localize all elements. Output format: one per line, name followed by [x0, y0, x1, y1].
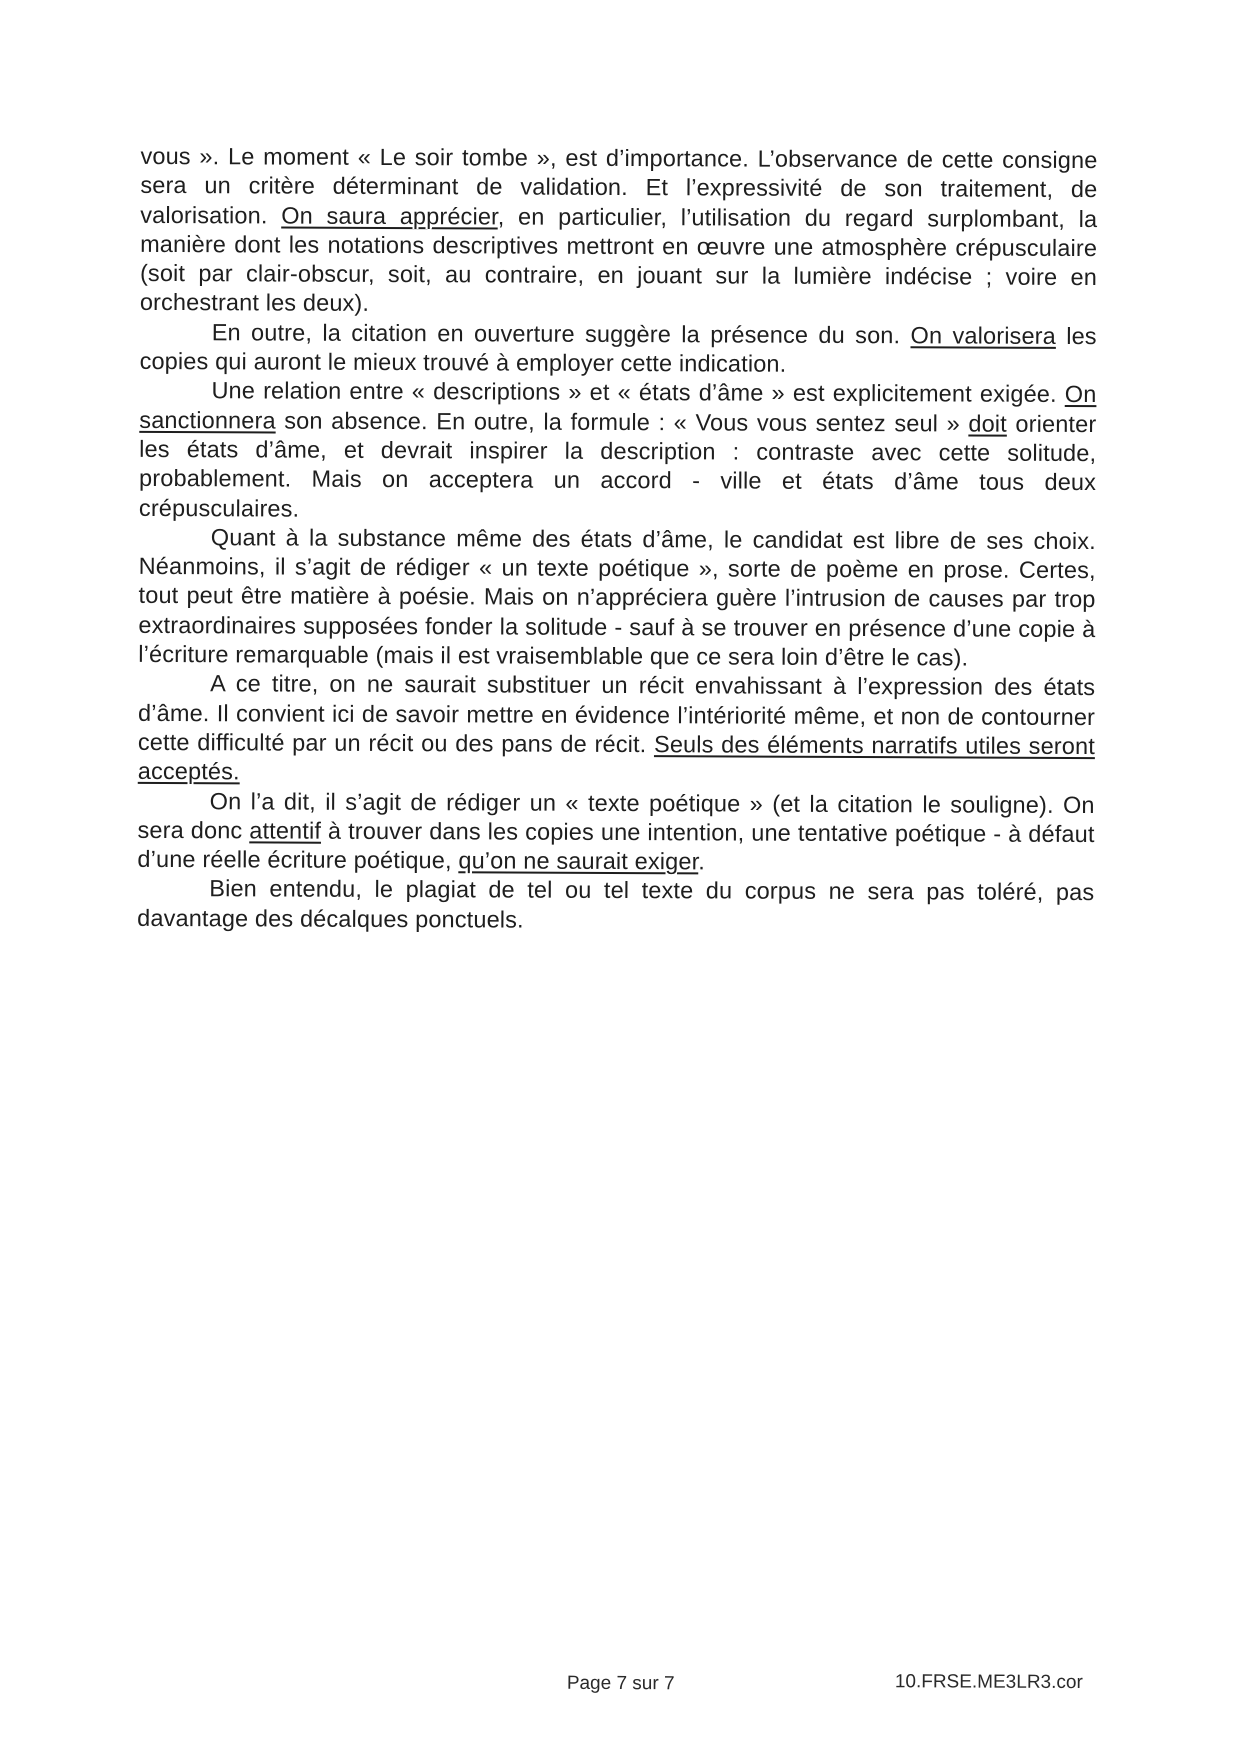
document-body: [137, 142, 1097, 937]
text-run: orienter les états d’âme, et devrait inspirer la description : contraste avec cette solitude, probablement. Mais on acceptera un accord - ville et états d’âme tous deux crépusculaires.: [138, 410, 1097, 522]
paragraph: [138, 669, 1096, 790]
document-reference: 10.FRSE.ME3LR3.cor: [894, 1671, 1083, 1694]
underlined-phrase: Seuls des éléments narratifs utiles seront acceptés.: [137, 731, 1095, 785]
paragraph: [140, 318, 1097, 381]
text-run: On l’a dit, il s’agit de rédiger un « texte poétique » (et la citation le souligne). On sera donc: [137, 787, 1095, 844]
paragraph: [138, 523, 1096, 674]
text-run: En outre, la citation en ouverture suggère la présence du son.: [211, 318, 911, 349]
paragraph: [137, 786, 1094, 878]
text-run: Quant à la substance même des états d’âme, le candidat est libre de ses choix. Néanmoins, il s’agit de rédiger « un texte poétique », sorte de poème en prose. Certes, tout peut être matière à poésie. Mais on n’appréciera guère l’intrusion de causes par trop extraordinaires supposées fonder la solitude - sauf à se trouver en présence d’une copie à l’écriture remarquable (mais il est vraisemblable que ce sera loin d’être le cas).: [138, 524, 1096, 671]
text-run: Une relation entre « descriptions » et « états d’âme » est explicitement exigée.: [211, 377, 1065, 408]
paragraph: [140, 142, 1098, 322]
underlined-phrase: doit: [968, 410, 1007, 437]
underlined-phrase: attentif: [249, 817, 322, 844]
paragraph: [137, 874, 1094, 937]
text-run: A ce titre, on ne saurait substituer un récit envahissant à l’expression des états d’âme. Il convient ici de savoir mettre en évidence l’intériorité même, et non de contourner cette difficulté par un récit ou des pans de récit.: [137, 670, 1096, 758]
text-run: vous ». Le moment « Le soir tombe », est d’importance. L’observance de cette consigne sera un critère déterminant de validation. Et l’expressivité de son traitement, de valorisation.: [140, 142, 1098, 229]
text-run: les copies qui auront le mieux trouvé à employer cette indication.: [139, 322, 1097, 377]
text-run: , en particulier, l’utilisation du regard surplombant, la manière dont les notations descriptives mettront en œuvre une atmosphère crépusculaire (soit par clair-obscur, soit, au contraire, en jouant sur la lumière indécise ; voire en orchestrant les deux).: [139, 203, 1098, 317]
text-run: Bien entendu, le plagiat de tel ou tel texte du corpus ne sera pas toléré, pas davantage des décalques ponctuels.: [137, 875, 1095, 933]
underlined-phrase: On saura apprécier: [281, 202, 498, 230]
text-run: son absence. En outre, la formule : « Vous vous sentez seul »: [275, 407, 969, 437]
underlined-phrase: qu’on ne saurait exiger: [458, 847, 699, 875]
underlined-phrase: On valorisera: [910, 322, 1056, 349]
paragraph: [139, 376, 1097, 527]
underlined-phrase: On sanctionnera: [139, 381, 1097, 434]
text-run: .: [698, 848, 706, 875]
text-run: à trouver dans les copies une intention, une tentative poétique - à défaut d’une réelle écriture poétique,: [137, 817, 1095, 874]
page-number: Page 7 sur 7: [566, 1672, 675, 1695]
